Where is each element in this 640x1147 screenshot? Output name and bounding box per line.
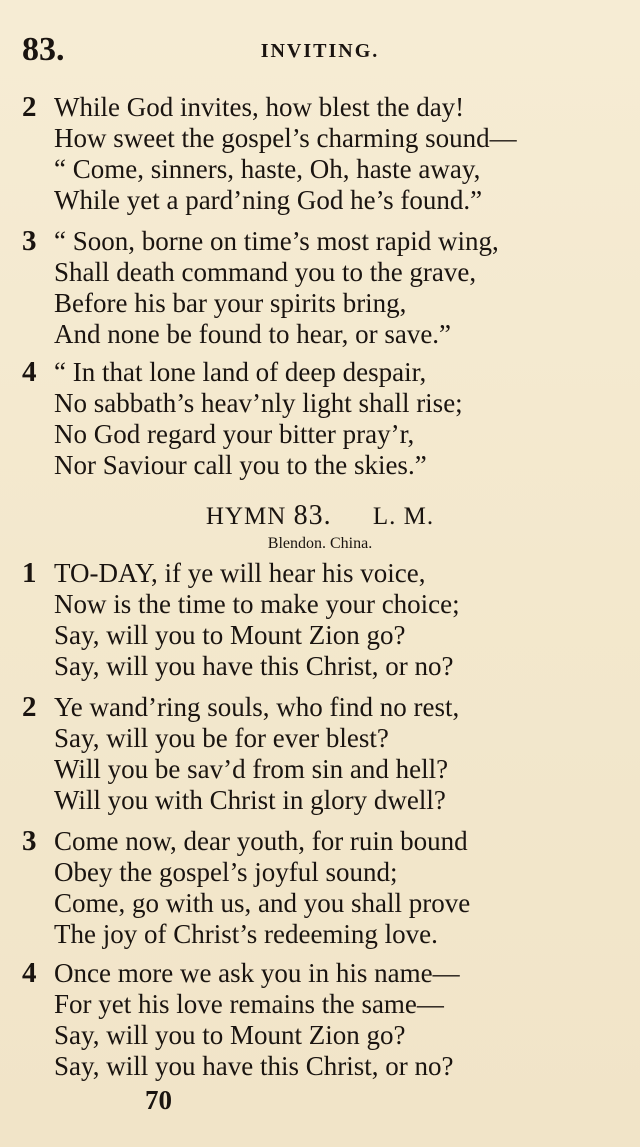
verse-line: Before his bar your spirits bring,	[54, 288, 407, 318]
running-head	[22, 30, 618, 74]
verse-line: Say, will you to Mount Zion go?	[54, 1020, 406, 1050]
verse-line: Come now, dear youth, for ruin bound	[54, 826, 468, 856]
verse-line: Now is the time to make your choice;	[54, 589, 460, 619]
verse-line: Nor Saviour call you to the skies.”	[54, 450, 427, 480]
hymn-heading	[0, 500, 640, 532]
stanza-lines	[54, 958, 614, 1082]
verse-line: “ In that lone land of deep despair,	[54, 357, 427, 387]
stanza-lines	[54, 92, 614, 216]
verse-line: Will you be sav’d from sin and hell?	[54, 754, 449, 784]
verse-line: Say, will you have this Christ, or no?	[54, 651, 454, 681]
verse-line: How sweet the gospel’s charming sound—	[54, 123, 517, 153]
verse-line: “ Come, sinners, haste, Oh, haste away,	[54, 154, 481, 184]
verse-line: “ Soon, borne on time’s most rapid wing,	[54, 226, 499, 256]
stanza-lines	[54, 558, 614, 682]
page-number-footer: 70	[145, 1085, 172, 1115]
verse-line: Say, will you to Mount Zion go?	[54, 620, 406, 650]
verse-line: While God invites, how blest the day!	[54, 92, 465, 122]
stanza-lines	[54, 357, 614, 481]
stanza-number: 1	[22, 557, 37, 589]
verse-line: Once more we ask you in his name—	[54, 958, 460, 988]
verse-line: Shall death command you to the grave,	[54, 257, 477, 287]
verse-line: No sabbath’s heav’nly light shall rise;	[54, 388, 463, 418]
header-hymn-number: 83.	[22, 31, 65, 68]
verse-line: The joy of Christ’s redeeming love.	[54, 919, 438, 949]
hymn-number: 83.	[293, 500, 332, 531]
hymn-label: HYMN	[205, 503, 287, 530]
verse-line: No God regard your bitter pray’r,	[54, 419, 415, 449]
stanza-lines	[54, 826, 614, 950]
verse-line: Come, go with us, and you shall prove	[54, 888, 471, 918]
verse-line: Say, will you be for ever blest?	[54, 723, 389, 753]
verse-line: For yet his love remains the same—	[54, 989, 444, 1019]
verse-line: Say, will you have this Christ, or no?	[54, 1051, 454, 1081]
stanza-number: 3	[22, 225, 37, 257]
stanza-number: 4	[22, 356, 37, 388]
section-title: INVITING.	[260, 40, 380, 62]
verse-line: While yet a pard’ning God he’s found.”	[54, 185, 483, 215]
verse-line: TO-DAY, if ye will hear his voice,	[54, 558, 426, 588]
verse-line: Will you with Christ in glory dwell?	[54, 785, 446, 815]
stanza-lines	[54, 692, 614, 816]
stanza-number: 3	[22, 825, 37, 857]
stanza-number: 2	[22, 691, 37, 723]
stanza-number: 2	[22, 91, 37, 123]
hymn-tunes: Blendon. China.	[267, 535, 373, 552]
verse-line: And none be found to hear, or save.”	[54, 319, 452, 349]
stanza-number: 4	[22, 957, 37, 989]
verse-line: Obey the gospel’s joyful sound;	[54, 857, 398, 887]
verse-line: Ye wand’ring souls, who find no rest,	[54, 692, 460, 722]
hymn-meter: L. M.	[372, 503, 435, 530]
stanza-lines	[54, 226, 614, 350]
